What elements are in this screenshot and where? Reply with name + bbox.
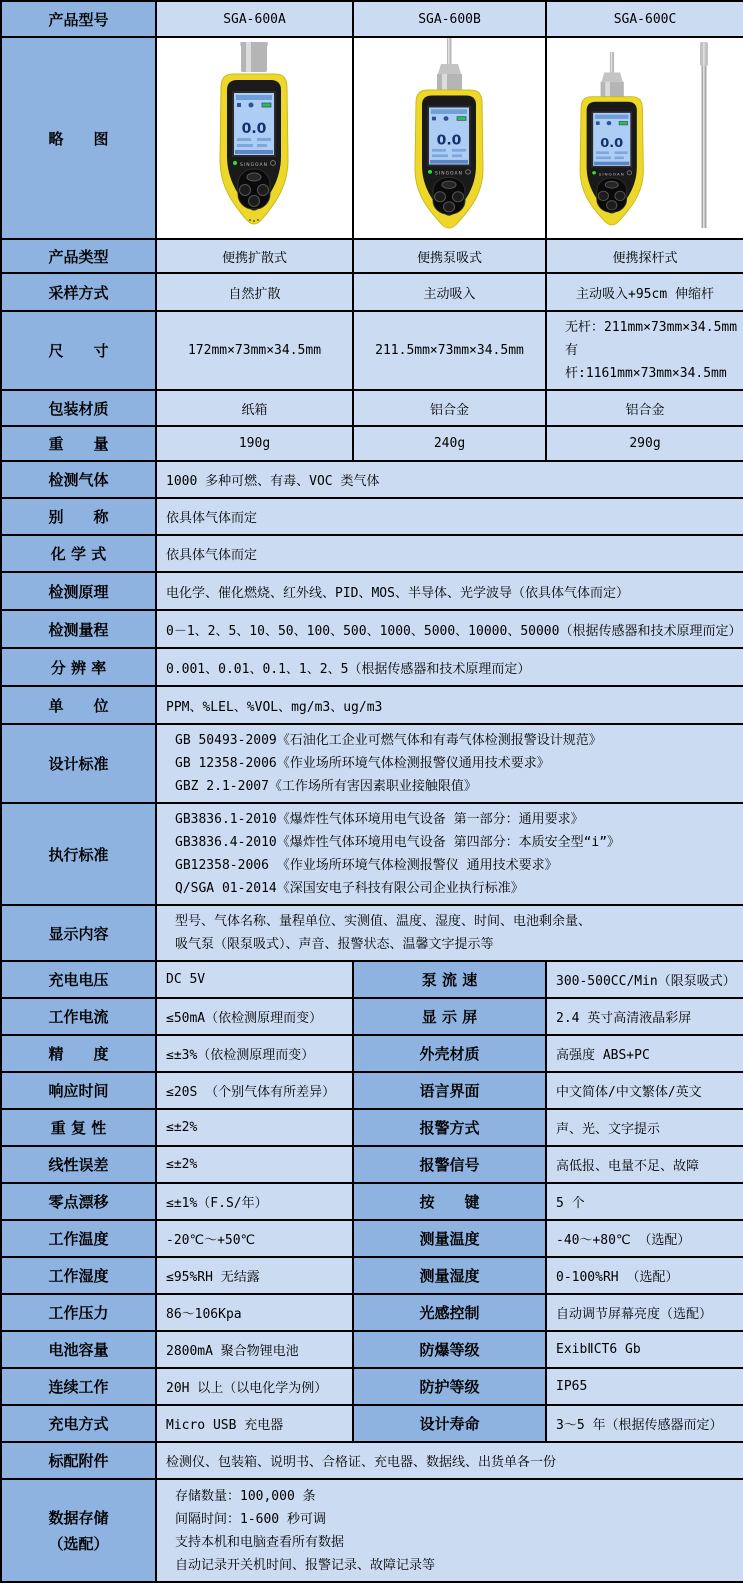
weight-b: 240g — [353, 426, 546, 461]
table-row — [1, 535, 743, 572]
label-working-pressure: 工作压力 — [1, 1294, 156, 1331]
device-photo-sga-600c — [546, 37, 743, 239]
weight-c: 290g — [546, 426, 743, 461]
label-detect-principle: 检测原理 — [1, 572, 156, 610]
label-accessories: 标配附件 — [1, 1442, 156, 1479]
enter-button — [443, 202, 454, 212]
label-explosion-proof-grade: 防爆等级 — [353, 1331, 546, 1368]
table-row — [1, 37, 743, 239]
label-accuracy: 精 度 — [1, 1035, 156, 1072]
right-button — [615, 191, 625, 200]
dimensions-a: 172mm×73mm×34.5mm — [156, 311, 353, 390]
table-row — [1, 1072, 743, 1109]
data-storage-label-line: （选配） — [48, 1534, 109, 1553]
execution-standard-line: GB3836.4-2010《爆炸性气体环境用电气设备 第四部分：本质安全型“i”》 — [175, 835, 621, 850]
label-resolution: 分 辨 率 — [1, 648, 156, 686]
protection-grade-value: IP65 — [546, 1368, 743, 1405]
label-protection-grade: 防护等级 — [353, 1368, 546, 1405]
speaker-icon — [596, 121, 600, 124]
design-life-value: 3～5 年（根据传感器而定） — [546, 1405, 743, 1442]
pump-flow-rate-value: 300-500CC/Min（限泵吸式） — [546, 961, 743, 998]
label-response-time: 响应时间 — [1, 1072, 156, 1109]
label-charging-method: 充电方式 — [1, 1405, 156, 1442]
right-button — [257, 185, 268, 196]
table-row — [1, 1257, 743, 1294]
product-type-a: 便携扩散式 — [156, 239, 353, 273]
response-time-value: ≤20S （个别气体有所差异） — [156, 1072, 353, 1109]
table-row — [1, 610, 743, 648]
packaging-b: 铝合金 — [353, 390, 546, 426]
detect-range-value: 0－1、2、5、10、50、100、500、1000、5000、10000、50000（根据传感器和技术原理而定） — [156, 610, 743, 648]
keys-value: 5 个 — [546, 1183, 743, 1220]
table-row — [1, 961, 743, 998]
weight-a: 190g — [156, 426, 353, 461]
model-cell-sga-600b: SGA-600B — [353, 1, 546, 37]
label-unit: 单 位 — [1, 686, 156, 724]
probe-rod-detector-image — [561, 38, 729, 234]
battery-capacity-value: 2800mA 聚合物锂电池 — [156, 1331, 353, 1368]
label-packaging-material: 包装材质 — [1, 390, 156, 426]
label-dimensions: 尺 寸 — [1, 311, 156, 390]
repeatability-value: ≤±2% — [156, 1109, 353, 1146]
data-storage-label-line: 数据存储 — [48, 1508, 109, 1527]
label-design-standard: 设计标准 — [1, 724, 156, 803]
table-row — [1, 1183, 743, 1220]
alarm-mode-value: 声、光、文字提示 — [546, 1109, 743, 1146]
unit-value: PPM、%LEL、%VOL、mg/m3、ug/m3 — [156, 686, 743, 724]
table-row — [1, 461, 743, 498]
model-cell-sga-600a: SGA-600A — [156, 1, 353, 37]
data-storage-line: 存储数量：100,000 条 — [175, 1488, 316, 1504]
label-pump-flow-rate: 泵 流 速 — [353, 961, 546, 998]
working-current-value: ≤50mA（依检测原理而变） — [156, 998, 353, 1035]
table-row — [1, 724, 743, 803]
brand-label: SINGOAN — [598, 171, 625, 177]
left-button — [239, 185, 250, 196]
label-zero-drift: 零点漂移 — [1, 1183, 156, 1220]
status-led — [428, 170, 432, 174]
table-row — [1, 311, 743, 390]
table-row — [1, 426, 743, 461]
fan-icon — [443, 116, 448, 121]
label-detect-range: 检测量程 — [1, 610, 156, 648]
shell-material-value: 高强度 ABS+PC — [546, 1035, 743, 1072]
menu-button — [605, 181, 618, 188]
product-type-b: 便携泵吸式 — [353, 239, 546, 273]
model-cell-sga-600c: SGA-600C — [546, 1, 743, 37]
working-pressure-value: 86～106Kpa — [156, 1294, 353, 1331]
design-standard-line: GBZ 2.1-2007《工作场所有害因素职业接触限值》 — [175, 779, 477, 794]
battery-icon — [457, 117, 466, 121]
label-execution-standard: 执行标准 — [1, 803, 156, 905]
table-row — [1, 1220, 743, 1257]
label-alias: 别 称 — [1, 498, 156, 535]
label-weight: 重 量 — [1, 426, 156, 461]
product-type-c: 便携探杆式 — [546, 239, 743, 273]
label-working-current: 工作电流 — [1, 998, 156, 1035]
working-humidity-value: ≤95%RH 无结露 — [156, 1257, 353, 1294]
label-alarm-signal: 报警信号 — [353, 1146, 546, 1183]
speaker-icon — [237, 103, 241, 107]
zero-drift-value: ≤±1%（F.S/年） — [156, 1183, 353, 1220]
menu-button — [247, 173, 261, 181]
dimensions-c-without-rod: 无杆：211mm×73mm×34.5mm — [565, 320, 738, 335]
table-row — [1, 1405, 743, 1442]
resolution-value: 0.001、0.01、0.1、1、2、5（根据传感器和技术原理而定） — [156, 648, 743, 686]
execution-standard-line: GB12358-2006 《作业场所环境气体检测报警仪 通用技术要求》 — [175, 858, 558, 873]
label-product-type: 产品类型 — [1, 239, 156, 273]
fan-icon — [607, 121, 612, 125]
label-detect-gas: 检测气体 — [1, 461, 156, 498]
sensor-cap — [437, 74, 462, 90]
label-chemical-formula: 化 学 式 — [1, 535, 156, 572]
battery-icon — [262, 103, 271, 107]
left-button — [434, 192, 445, 202]
measure-temperature-value: -40～+80℃ （选配） — [546, 1220, 743, 1257]
chemical-formula-value: 依具体气体而定 — [156, 535, 743, 572]
diffusion-detector-image — [193, 38, 317, 234]
design-standard-line: GB 50493-2009《石油化工企业可燃气体和有毒气体检测报警设计规范》 — [175, 733, 602, 748]
execution-standard-line: GB3836.1-2010《爆炸性气体环境用电气设备 第一部分：通用要求》 — [175, 812, 584, 827]
screen-reading: 0.0 — [436, 133, 461, 149]
label-design-life: 设计寿命 — [353, 1405, 546, 1442]
brand-label: SINGOAN — [434, 171, 463, 177]
label-working-humidity: 工作湿度 — [1, 1257, 156, 1294]
data-storage-line: 间隔时间：1-600 秒可调 — [175, 1511, 326, 1527]
label-repeatability: 重 复 性 — [1, 1109, 156, 1146]
working-temperature-value: -20℃～+50℃ — [156, 1220, 353, 1257]
light-control-value: 自动调节屏幕亮度（选配） — [546, 1294, 743, 1331]
table-row — [1, 1442, 743, 1479]
data-storage-line: 支持本机和电脑查看所有数据 — [175, 1534, 345, 1550]
detect-principle-value: 电化学、催化燃烧、红外线、PID、MOS、半导体、光学波导（依具体气体而定） — [156, 572, 743, 610]
data-storage-line: 自动记录开关机时间、报警记录、故障记录等 — [175, 1557, 436, 1573]
label-display-content: 显示内容 — [1, 905, 156, 961]
label-continuous-work: 连续工作 — [1, 1368, 156, 1405]
execution-standard-line: Q/SGA 01-2014《深国安电子科技有限公司企业执行标准》 — [175, 881, 524, 896]
accessories-value: 检测仪、包装箱、说明书、合格证、充电器、数据线、出货单各一份 — [156, 1442, 743, 1479]
display-content-value — [156, 905, 743, 961]
display-content-line: 型号、气体名称、量程单位、实测值、温度、湿度、时间、电池剩余量、 — [175, 914, 592, 929]
table-row — [1, 686, 743, 724]
table-row — [1, 390, 743, 426]
device-photo-sga-600a — [156, 37, 353, 239]
table-row — [1, 648, 743, 686]
execution-standard-value — [156, 803, 743, 905]
battery-icon — [619, 121, 627, 124]
label-alarm-mode: 报警方式 — [353, 1109, 546, 1146]
label-linearity-error: 线性误差 — [1, 1146, 156, 1183]
design-standard-line: GB 12358-2006《作业场所环境气体检测报警仪通用技术要求》 — [175, 756, 550, 771]
brand-label: SINGOAN — [239, 163, 268, 168]
enter-button — [607, 201, 617, 210]
right-button — [452, 192, 463, 202]
design-standard-value — [156, 724, 743, 803]
sensor-cap — [601, 82, 624, 97]
label-sketch: 略 图 — [1, 37, 156, 239]
charging-method-value: Micro USB 充电器 — [156, 1405, 353, 1442]
status-led — [592, 171, 596, 174]
label-measure-temperature: 测量温度 — [353, 1220, 546, 1257]
table-row — [1, 1368, 743, 1405]
table-row — [1, 1146, 743, 1183]
enter-button — [248, 196, 259, 207]
continuous-work-value: 20H 以上（以电化学为例） — [156, 1368, 353, 1405]
label-working-temperature: 工作温度 — [1, 1220, 156, 1257]
alarm-signal-value: 高低报、电量不足、故障 — [546, 1146, 743, 1183]
display-screen-value: 2.4 英寸高清液晶彩屏 — [546, 998, 743, 1035]
language-ui-value: 中文简体/中文繁体/英文 — [546, 1072, 743, 1109]
table-row — [1, 998, 743, 1035]
label-sampling-method: 采样方式 — [1, 273, 156, 311]
fan-icon — [248, 103, 253, 108]
label-battery-capacity: 电池容量 — [1, 1331, 156, 1368]
data-storage-value — [156, 1479, 743, 1582]
display-content-line: 吸气泵（限泵吸式）、声音、报警状态、温馨文字提示等 — [175, 937, 494, 952]
label-shell-material: 外壳材质 — [353, 1035, 546, 1072]
measure-humidity-value: 0-100%RH （选配） — [546, 1257, 743, 1294]
label-product-model: 产品型号 — [1, 1, 156, 37]
detect-gas-value: 1000 多种可燃、有毒、VOC 类气体 — [156, 461, 743, 498]
table-row — [1, 1331, 743, 1368]
dimensions-b: 211.5mm×73mm×34.5mm — [353, 311, 546, 390]
packaging-c: 铝合金 — [546, 390, 743, 426]
packaging-a: 纸箱 — [156, 390, 353, 426]
dimensions-c — [546, 311, 743, 390]
table-row — [1, 1, 743, 37]
table-row — [1, 498, 743, 535]
charging-voltage-value: DC 5V — [156, 961, 353, 998]
pump-detector-image — [388, 38, 512, 234]
sampling-a: 自然扩散 — [156, 273, 353, 311]
table-row — [1, 273, 743, 311]
linearity-error-value: ≤±2% — [156, 1146, 353, 1183]
table-row — [1, 1035, 743, 1072]
sampling-b: 主动吸入 — [353, 273, 546, 311]
label-data-storage — [1, 1479, 156, 1582]
table-row — [1, 239, 743, 273]
speaker-icon — [432, 117, 436, 121]
menu-button — [442, 181, 456, 188]
label-measure-humidity: 测量湿度 — [353, 1257, 546, 1294]
table-row — [1, 905, 743, 961]
sampling-c: 主动吸入+95cm 伸缩杆 — [546, 273, 743, 311]
table-row — [1, 1479, 743, 1582]
screen-reading: 0.0 — [241, 121, 266, 137]
screen-reading: 0.0 — [600, 135, 624, 150]
label-keys: 按 键 — [353, 1183, 546, 1220]
label-light-control: 光感控制 — [353, 1294, 546, 1331]
status-led — [233, 161, 237, 165]
label-charging-voltage: 充电电压 — [1, 961, 156, 998]
left-button — [598, 191, 608, 200]
label-display-screen: 显 示 屏 — [353, 998, 546, 1035]
label-language-ui: 语言界面 — [353, 1072, 546, 1109]
accuracy-value: ≤±3%（依检测原理而变） — [156, 1035, 353, 1072]
table-row — [1, 1109, 743, 1146]
device-photo-sga-600b — [353, 37, 546, 239]
table-row — [1, 1294, 743, 1331]
explosion-proof-grade-value: ExibⅡCT6 Gb — [546, 1331, 743, 1368]
table-row — [1, 572, 743, 610]
alias-value: 依具体气体而定 — [156, 498, 743, 535]
table-row — [1, 803, 743, 905]
dimensions-c-with-rod: 有杆:1161mm×73mm×34.5mm — [565, 343, 727, 381]
